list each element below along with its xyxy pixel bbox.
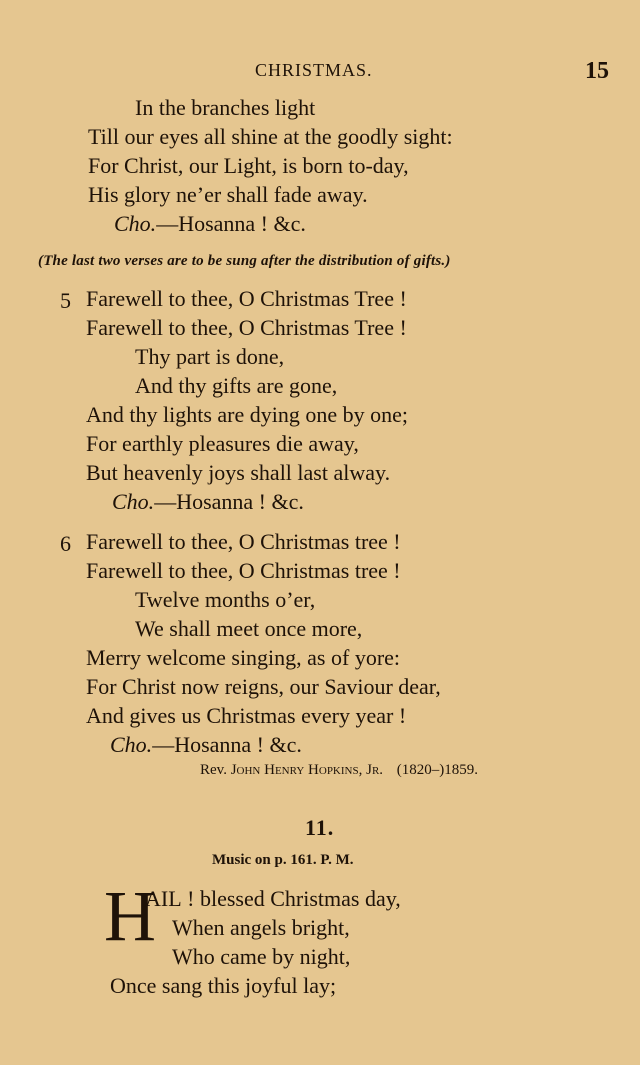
verse-line [145, 888, 401, 910]
chorus-line [112, 491, 304, 513]
first-line-rest: ! blessed Christmas day, [181, 886, 401, 911]
verse-line: We shall meet once more, [135, 616, 363, 641]
verse-line: For earthly pleasures die away, [86, 431, 359, 456]
chorus-text: —Hosanna ! &c. [152, 732, 302, 757]
first-word-rest: AIL [145, 886, 182, 911]
hymn-number: 11. [305, 815, 335, 840]
chorus-text: —Hosanna ! &c. [154, 489, 304, 514]
verse-line: Thy part is done, [135, 344, 285, 369]
page-number: 15 [585, 58, 609, 84]
verse-line: In the branches light [135, 95, 316, 120]
author-attribution [200, 762, 478, 779]
drop-cap: H [104, 876, 154, 956]
attribution-dates: (1820–)1859. [396, 762, 479, 778]
chorus-line [114, 213, 306, 235]
verse-line: Farewell to thee, O Christmas tree ! [86, 529, 401, 554]
verse-line: Till our eyes all shine at the goodly sight: [88, 124, 453, 149]
verse-line: When angels bright, [172, 915, 350, 940]
verse-line: Farewell to thee, O Christmas Tree ! [86, 286, 407, 311]
music-reference: Music on p. 161. P. M. [212, 852, 354, 868]
verse-line: Farewell to thee, O Christmas tree ! [86, 558, 401, 583]
chorus-label: Cho. [110, 732, 153, 757]
verse-line: Farewell to thee, O Christmas Tree ! [86, 315, 407, 340]
verse-line: His glory ne’er shall fade away. [88, 182, 368, 207]
chorus-text: —Hosanna ! &c. [156, 211, 306, 236]
verse-line: For Christ, our Light, is born to-day, [88, 153, 409, 178]
verse-line: Who came by night, [172, 944, 351, 969]
attribution-name: John Henry Hopkins, Jr. [230, 762, 384, 778]
verse-line: Merry welcome singing, as of yore: [86, 645, 401, 670]
verse-line: Once sang this joyful lay; [110, 973, 337, 998]
chorus-line [110, 734, 302, 756]
verse-line: Twelve months o’er, [135, 587, 316, 612]
instruction-note: (The last two verses are to be sung after the distribution of gifts.) [38, 253, 451, 269]
chorus-label: Cho. [112, 489, 155, 514]
verse-number: 6 [60, 531, 71, 556]
running-header-title: CHRISTMAS. [255, 60, 373, 80]
verse-number: 5 [60, 288, 71, 313]
verse-line: For Christ now reigns, our Saviour dear, [86, 674, 441, 699]
verse-line: And thy lights are dying one by one; [86, 402, 409, 427]
attribution-prefix: Rev. [200, 762, 227, 778]
verse-line: But heavenly joys shall last alway. [86, 460, 391, 485]
verse-line: And thy gifts are gone, [135, 373, 338, 398]
chorus-label: Cho. [114, 211, 157, 236]
verse-line: And gives us Christmas every year ! [86, 703, 407, 728]
